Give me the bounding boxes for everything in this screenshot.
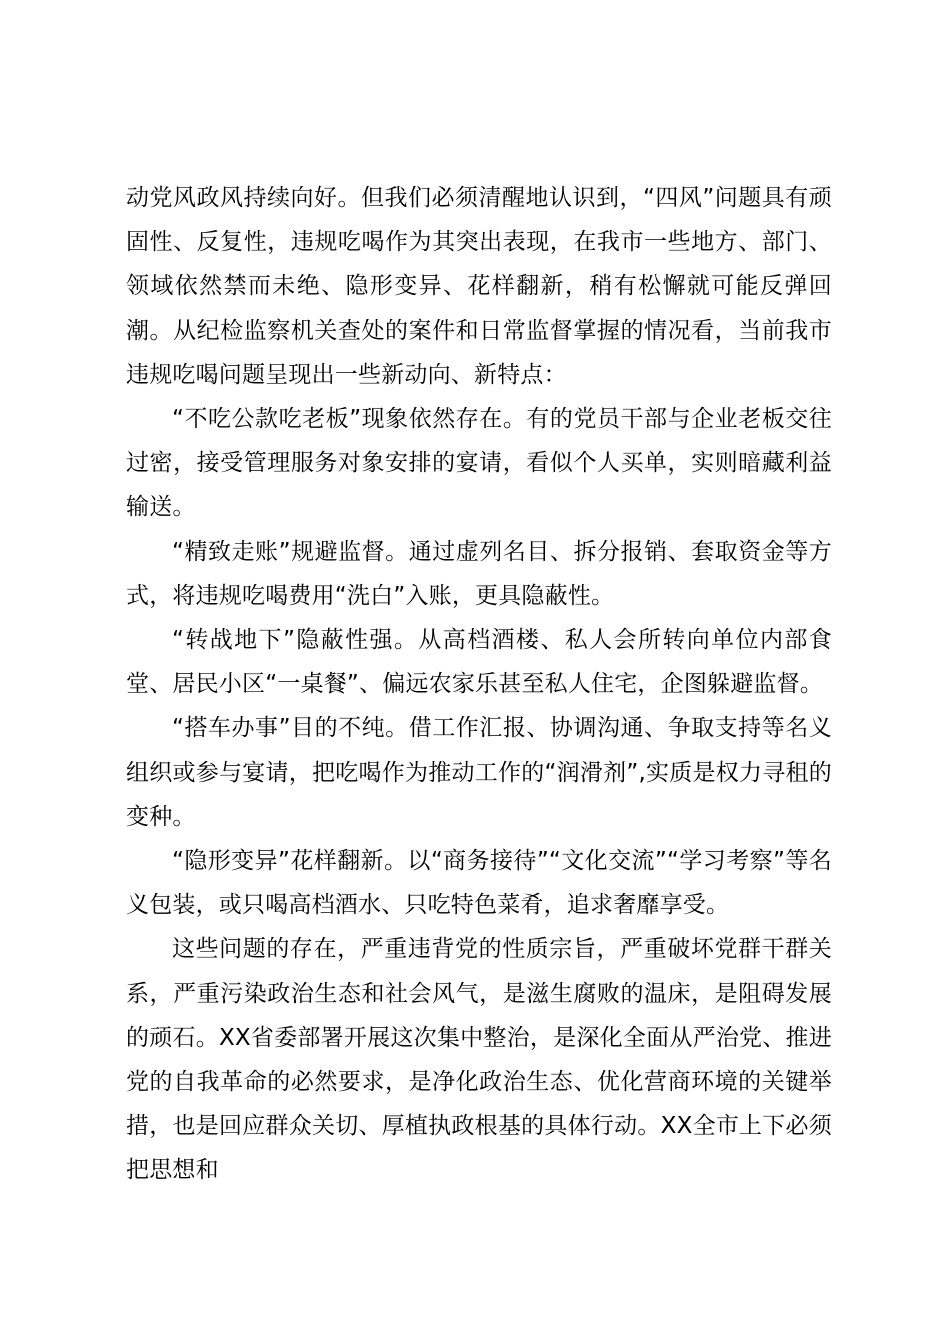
paragraph-point-3: “转战地下”隐蔽性强。从高档酒楼、私人会所转向单位内部食堂、居民小区“一桌餐”、偏远农家乐甚至私人住宅，企图躲避监督。 [126, 627, 832, 698]
paragraph-point-5: “隐形变异”花样翻新。以“商务接待”“文化交流”“学习考察”等名义包装，或只喝高档酒水、只吃特色菜肴，追求奢靡享受。 [126, 848, 832, 919]
document-body [126, 176, 832, 1193]
paragraph-point-4: “搭车办事”目的不纯。借工作汇报、协调沟通、争取支持等名义组织或参与宴请，把吃喝作为推动工作的“润滑剂”,实质是权力寻租的变种。 [126, 715, 832, 830]
paragraph-point-2: “精致走账”规避监督。通过虚列名目、拆分报销、套取资金等方式，将违规吃喝费用“洗白”入账，更具隐蔽性。 [126, 538, 832, 609]
paragraph-continuation: 动党风政风持续向好。但我们必须清醒地认识到，“四风”问题具有顽固性、反复性，违规吃喝作为其突出表现，在我市一些地方、部门、领域依然禁而未绝、隐形变异、花样翻新，稍有松懈就可能反弹回潮。从纪检监察机关查处的案件和日常监督掌握的情况看，当前我市违规吃喝问题呈现出一些新动向、新特点： [126, 185, 832, 388]
paragraph-conclusion: 这些问题的存在，严重违背党的性质宗旨，严重破坏党群干群关系，严重污染政治生态和社会风气，是滋生腐败的温床，是阻碍发展的顽石。XX省委部署开展这次集中整治，是深化全面从严治党、推进党的自我革命的必然要求，是净化政治生态、优化营商环境的关键举措，也是回应群众关切、厚植执政根基的具体行动。XX全市上下必须把思想和 [126, 936, 832, 1184]
paragraph-point-1: “不吃公款吃老板”现象依然存在。有的党员干部与企业老板交往过密，接受管理服务对象安排的宴请，看似个人买单，实则暗藏利益输送。 [126, 406, 832, 521]
